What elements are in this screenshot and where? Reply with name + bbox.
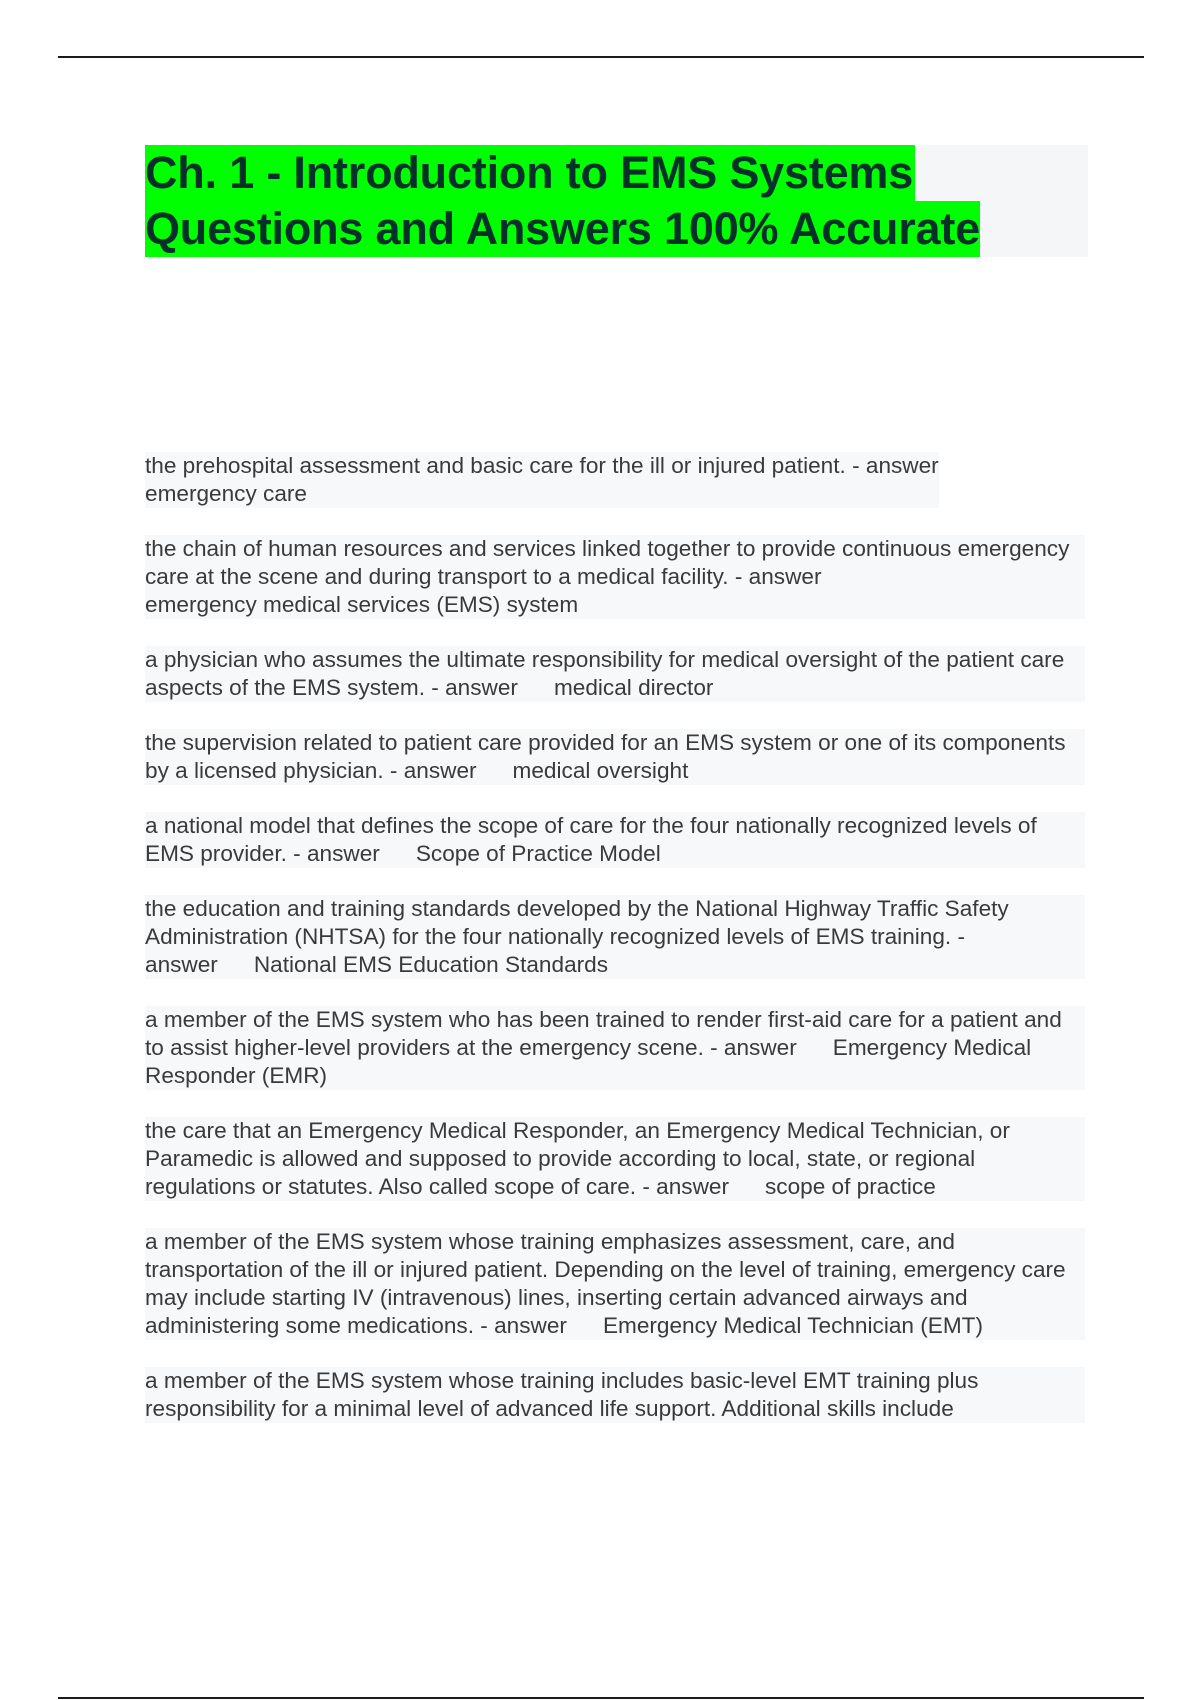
answer-text: Emergency Medical Responder (EMR): [145, 1035, 1032, 1088]
answer-text: emergency medical services (EMS) system: [145, 592, 579, 617]
qa-item: [145, 1117, 1085, 1201]
qa-item: [145, 812, 1085, 868]
question-text: a national model that defines the scope of care for the four nationally recognized levels of EMS provider.: [145, 813, 1037, 866]
document-title-line-2: Questions and Answers 100% Accurate: [145, 201, 980, 257]
question-text: the education and training standards developed by the National Highway Traffic Safety Administration (NHTSA) for the four nationally recognized levels of EMS training.: [145, 896, 1009, 949]
answer-separator: - answer: [636, 1174, 729, 1199]
question-text: a physician who assumes the ultimate responsibility for medical oversight of the patient care aspects of the EMS system.: [145, 647, 1065, 700]
qa-list: [145, 452, 1085, 1450]
answer-text: scope of practice: [764, 1174, 936, 1199]
answer-separator: - answer: [145, 924, 966, 977]
qa-item: [145, 729, 1085, 785]
question-text: the prehospital assessment and basic care for the ill or injured patient.: [145, 453, 846, 478]
answer-separator: - answer: [845, 453, 939, 478]
question-text: the chain of human resources and services linked together to provide continuous emergency care at the scene and during transport to a medical facility.: [145, 536, 1070, 589]
qa-item: [145, 1006, 1085, 1090]
qa-item: [145, 646, 1085, 702]
qa-item: [145, 1228, 1085, 1340]
answer-text: medical oversight: [512, 758, 689, 783]
answer-separator: - answer: [728, 564, 822, 589]
footer-rule: [58, 1697, 1144, 1699]
answer-separator: - answer: [425, 675, 518, 700]
answer-text: medical director: [553, 675, 714, 700]
header-rule: [58, 56, 1144, 58]
question-text: the care that an Emergency Medical Responder, an Emergency Medical Technician, or Paramedic is allowed and supposed to provide according to local, state, or regional regulations or statutes. Also called scope of care.: [145, 1118, 1010, 1199]
answer-text: National EMS Education Standards: [253, 952, 609, 977]
answer-text: Scope of Practice Model: [415, 841, 661, 866]
document-title-line-1: Ch. 1 - Introduction to EMS Systems: [145, 145, 915, 201]
question-text: a member of the EMS system whose training emphasizes assessment, care, and transportation of the ill or injured patient. Depending on the level of training, emergency care may include starting IV (intravenous) lines, inserting certain advanced airways and administering some medications.: [145, 1229, 1066, 1338]
question-text: a member of the EMS system whose training includes basic-level EMT training plus responsibility for a minimal level of advanced life support. Additional skills include: [145, 1368, 979, 1421]
answer-separator: - answer: [286, 841, 380, 866]
qa-item: [145, 1367, 1085, 1423]
qa-item: [145, 535, 1085, 619]
answer-separator: - answer: [474, 1313, 567, 1338]
qa-item: [145, 452, 1085, 508]
answer-text: emergency care: [145, 481, 307, 506]
answer-separator: - answer: [703, 1035, 797, 1060]
question-text: a member of the EMS system who has been trained to render first-aid care for a patient and to assist higher-level providers at the emergency scene.: [145, 1007, 1062, 1060]
answer-text: Emergency Medical Technician (EMT): [602, 1313, 983, 1338]
question-text: the supervision related to patient care provided for an EMS system or one of its components by a licensed physician.: [145, 730, 1066, 783]
answer-separator: - answer: [383, 758, 477, 783]
qa-item: [145, 895, 1085, 979]
